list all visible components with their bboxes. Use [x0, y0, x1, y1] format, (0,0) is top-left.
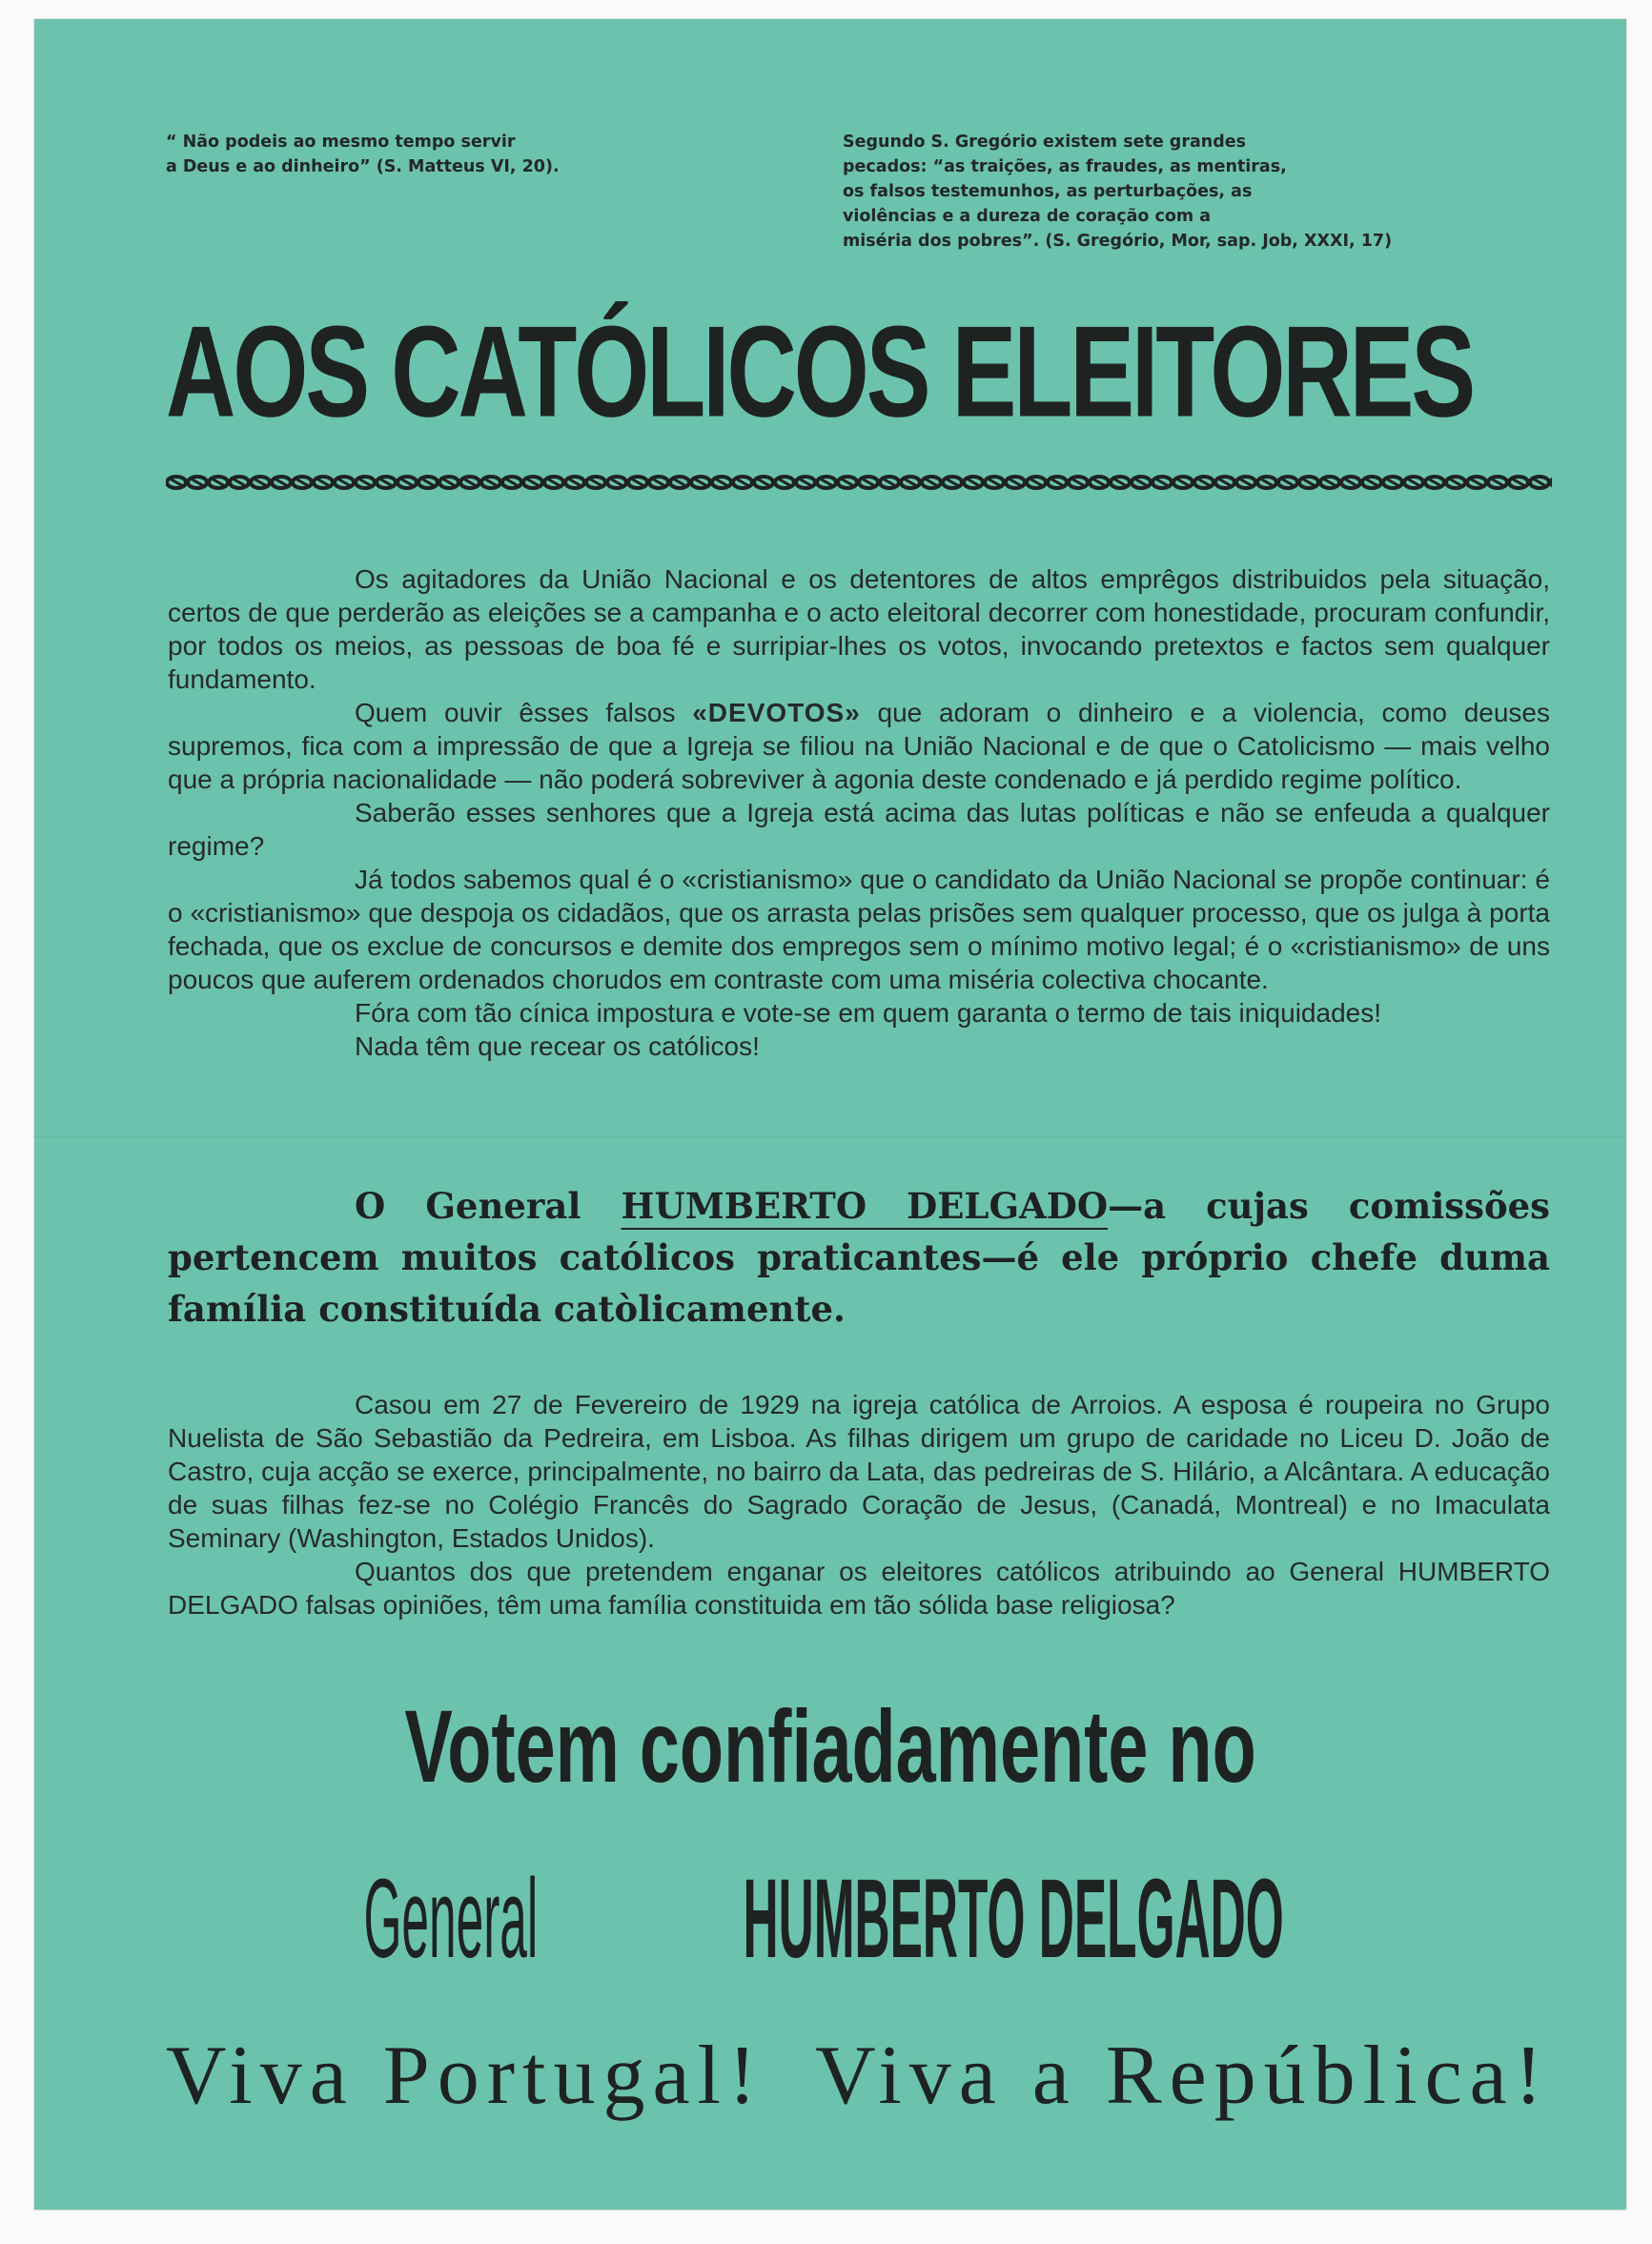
- paragraph: Fóra com tão cínica impostura e vote-se em quem garanta o termo de tais iniquidades!: [355, 998, 1381, 1028]
- family-section: [168, 1388, 1550, 1622]
- slogan-republica: Viva a República!: [815, 2030, 1550, 2122]
- epigraph-line: “ Não podeis ao mesmo tempo servir: [166, 133, 516, 152]
- epigraph-gregory: [843, 130, 1453, 254]
- paragraph-text: Quem ouvir êsses falsos: [355, 698, 693, 727]
- paragraph: Saberão esses senhores que a Igreja está acima das lutas políticas e não se enfeuda a qualquer regime?: [168, 798, 1550, 861]
- candidate-name: HUMBERTO DELGADO: [743, 1856, 1284, 1982]
- candidate-name-line: [34, 1856, 1626, 1982]
- epigraph-line: pecados: “as traições, as fraudes, as mentiras,: [843, 157, 1287, 176]
- paragraph: Nada têm que recear os católicos!: [355, 1031, 760, 1061]
- paragraph-text: que adoram o dinheiro e a violencia, como deuses supremos, fica com a impressão de que a Igreja se filiou na União Nacional e de que o Catolicismo — mais velho que a própria nacionalidade — não poderá sobreviver à agonia deste condenado e já perdido regime político.: [168, 698, 1550, 794]
- chain-ornament-divider: [166, 471, 1552, 494]
- paragraph: Os agitadores da União Nacional e os detentores de altos emprêgos distribuidos pela situação, certos de que perderão as eleições se a campanha e o acto eleitoral decorrer com honestidade, procuram confundir, por todos os meios, as pessoas de boa fé e surripiar-lhes os votos, invocando pretextos e factos sem qualquer fundamento.: [168, 564, 1550, 694]
- epigraph-line: Segundo S. Gregório existem sete grandes: [843, 133, 1247, 152]
- paragraph: Já todos sabemos qual é o «cristianismo» que o candidato da União Nacional se propõe continuar: é o «cristianismo» que despoja os cidadãos, que os arrasta pelas prisões sem qualquer processo, que os julga à porta fechada, que os exclue de concursos e demite dos empregos sem o mínimo motivo legal; é o «cristianismo» de uns poucos que auferem ordenados chorudos em contraste com uma miséria colectiva chocante.: [168, 865, 1550, 994]
- leaflet-sheet: [34, 19, 1626, 2210]
- slogan-portugal: Viva Portugal!: [166, 2030, 765, 2122]
- general-rest: —a cujas comissões pertencem muitos católicos praticantes—é ele próprio chefe duma família constituída catòlicamente.: [168, 1185, 1550, 1330]
- epigraph-line: a Deus e ao dinheiro” (S. Matteus VI, 20).: [166, 157, 560, 176]
- general-prefix: O General: [355, 1185, 622, 1227]
- epigraph-line: violências e a dureza de coração com a: [843, 207, 1212, 226]
- candidate-name-wrap: [318, 1856, 1422, 1982]
- general-word: General: [363, 1856, 539, 1982]
- epigraph-line: miséria dos pobres”. (S. Gregório, Mor, sap. Job, XXXI, 17): [843, 232, 1393, 251]
- slogans: [166, 2029, 1550, 2124]
- paper-fold-crease: [34, 1136, 1626, 1142]
- general-statement: [168, 1180, 1550, 1335]
- general-name-underlined: HUMBERTO DELGADO: [621, 1185, 1109, 1227]
- vote-headline: [34, 1689, 1626, 1804]
- paragraph: Quantos dos que pretendem enganar os eleitores católicos atribuindo ao General HUMBERTO DELGADO falsas opiniões, têm uma família constituida em tão sólida base religiosa?: [168, 1557, 1550, 1620]
- devotos-emphasis: «DEVOTOS»: [692, 698, 861, 727]
- epigraph-matthew: [166, 130, 700, 179]
- vote-headline-text: Votem confiadamente no: [404, 1688, 1256, 1804]
- intro-section: [168, 562, 1550, 1063]
- paragraph: [168, 696, 1550, 796]
- page-title: AOS CATÓLICOS ELEITORES: [166, 298, 1474, 444]
- paragraph: Casou em 27 de Fevereiro de 1929 na igreja católica de Arroios. A esposa é roupeira no Grupo Nuelista de São Sebastião da Pedreira, em Lisboa. As filhas dirigem um grupo de caridade no Liceu D. João de Castro, cuja acção se exerce, principalmente, no bairro da Lata, das pedreiras de S. Hilário, a Alcântara. A educação de suas filhas fez-se no Colégio Francês do Sagrado Coração de Jesus, (Canadá, Montreal) e no Imaculata Seminary (Washington, Estados Unidos).: [168, 1390, 1550, 1553]
- epigraph-line: os falsos testemunhos, as perturbações, as: [843, 182, 1253, 201]
